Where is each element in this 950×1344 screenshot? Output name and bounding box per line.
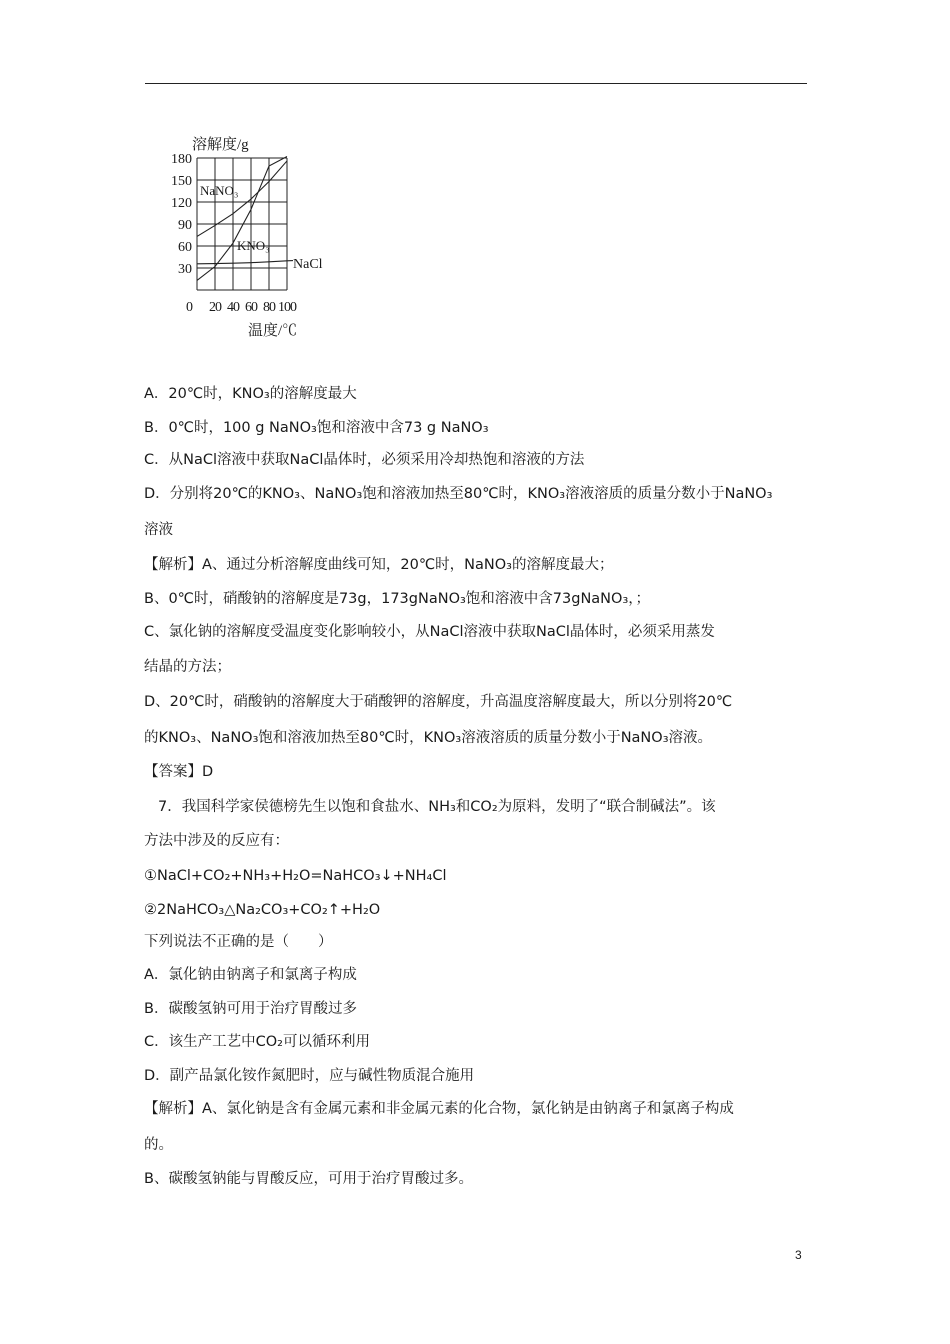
solubility-chart xyxy=(160,128,340,343)
x-tick-label: 60 xyxy=(245,300,257,315)
series-label-nacl: NaCl xyxy=(293,257,323,272)
x-tick-label: 0 xyxy=(186,300,192,315)
choice-d: D．副产品氯化铵作氮肥时，应与碱性物质混合施用 xyxy=(144,1068,475,1084)
option-a: A．20℃时，KNO₃的溶解度最大 xyxy=(144,386,357,402)
option-c: C．从NaCl溶液中获取NaCl晶体时，必须采用冷却热饱和溶液的方法 xyxy=(144,452,585,468)
question-7-cont: 方法中涉及的反应有： xyxy=(144,833,289,849)
answer: 【答案】D xyxy=(144,764,214,780)
x-axis-label: 温度/℃ xyxy=(248,323,298,339)
y-tick-label: 180 xyxy=(171,152,192,167)
x-tick-label: 40 xyxy=(227,300,239,315)
option-d-cont: 溶液 xyxy=(144,522,173,538)
analysis7-a-cont: 的。 xyxy=(144,1137,173,1153)
x-tick-label: 20 xyxy=(209,300,221,315)
x-tick-label: 80 xyxy=(263,300,275,315)
y-tick-label: 150 xyxy=(171,174,192,189)
choice-a: A．氯化钠由钠离子和氯离子构成 xyxy=(144,967,357,983)
series-label-nano3: NaNO₃ xyxy=(200,183,239,198)
analysis7-b: B、碳酸氢钠能与胃酸反应，可用于治疗胃酸过多。 xyxy=(144,1171,473,1187)
choice-c: C．该生产工艺中CO₂可以循环利用 xyxy=(144,1034,370,1050)
header-rule xyxy=(145,83,807,84)
option-b: B．0℃时，100 g NaNO₃饱和溶液中含73 g NaNO₃ xyxy=(144,420,489,436)
y-tick-label: 60 xyxy=(178,240,192,255)
analysis-c-cont: 结晶的方法； xyxy=(144,659,231,675)
analysis-c: C、氯化钠的溶解度受温度变化影响较小，从NaCl溶液中获取NaCl晶体时，必须采用蒸发 xyxy=(144,624,715,640)
analysis-d: D、20℃时，硝酸钠的溶解度大于硝酸钾的溶解度，升高温度溶解度最大，所以分别将20℃ xyxy=(144,694,733,710)
analysis-a: 【解析】A、通过分析溶解度曲线可知，20℃时，NaNO₃的溶解度最大； xyxy=(144,557,614,573)
y-tick-label: 90 xyxy=(178,218,192,233)
y-axis-label: 溶解度/g xyxy=(192,137,249,153)
curves xyxy=(197,157,293,281)
analysis7-a: 【解析】A、氯化钠是含有金属元素和非金属元素的化合物，氯化钠是由钠离子和氯离子构成 xyxy=(144,1101,734,1117)
question-prompt: 下列说法不正确的是（ ） xyxy=(144,934,333,950)
series-label-kno3: KNO₃ xyxy=(237,238,270,253)
x-tick-label: 100 xyxy=(278,300,296,315)
option-d: D．分别将20℃的KNO₃、NaNO₃饱和溶液加热至80℃时，KNO₃溶液溶质的质量分数小于NaNO₃ xyxy=(144,486,773,502)
choice-b: B．碳酸氢钠可用于治疗胃酸过多 xyxy=(144,1001,357,1017)
analysis-d-cont: 的KNO₃、NaNO₃饱和溶液加热至80℃时，KNO₃溶液溶质的质量分数小于NaNO₃溶液。 xyxy=(144,730,713,746)
x-ticks xyxy=(186,300,297,315)
reaction-1: ①NaCl+CO₂+NH₃+H₂O=NaHCO₃↓+NH₄Cl xyxy=(144,868,447,884)
reaction-2: ②2NaHCO₃△Na₂CO₃+CO₂↑+H₂O xyxy=(144,902,381,918)
y-tick-label: 120 xyxy=(171,196,192,211)
y-tick-label: 30 xyxy=(178,262,192,277)
curve-nacl xyxy=(197,261,293,264)
analysis-b: B、0℃时，硝酸钠的溶解度是73g，173gNaNO₃饱和溶液中含73gNaNO₃，； xyxy=(144,591,651,607)
page-number: 3 xyxy=(795,1248,802,1262)
question-7: 7．我国科学家侯德榜先生以饱和食盐水、NH₃和CO₂为原料，发明了“联合制碱法”。该 xyxy=(158,799,716,815)
y-ticks xyxy=(171,152,192,277)
